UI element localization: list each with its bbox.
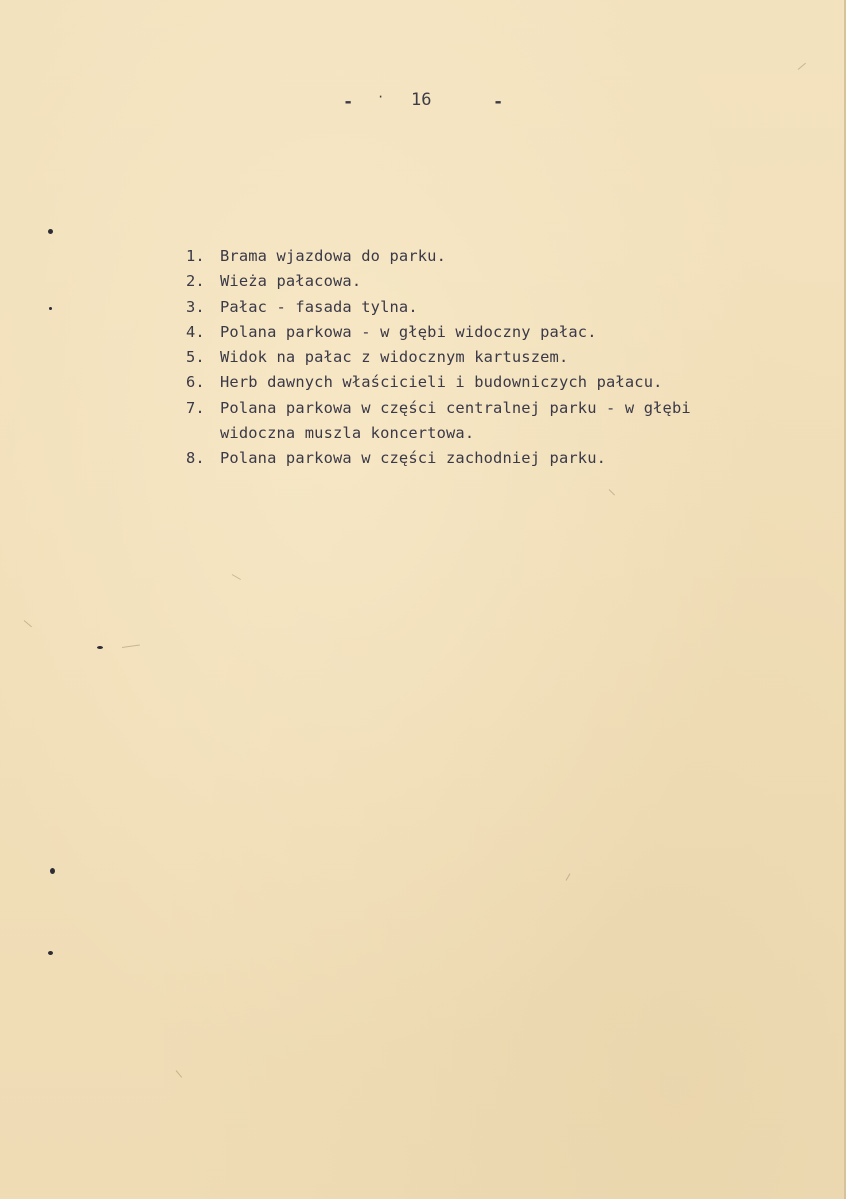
page-number: 16 xyxy=(411,90,432,110)
item-number: 4. xyxy=(186,322,205,341)
list-item xyxy=(186,295,786,320)
header-dash-right: - xyxy=(493,92,504,112)
item-number: 1. xyxy=(186,247,205,265)
paper-speck xyxy=(97,646,103,649)
item-text: Polana parkowa w części zachodniej parku. xyxy=(220,449,607,468)
list-item-continuation xyxy=(186,421,786,446)
list-item xyxy=(186,345,786,370)
item-text: Wieża pałacowa. xyxy=(220,272,362,291)
item-text: Polana parkowa - w głębi widoczny pałac. xyxy=(220,322,597,341)
paper-speck xyxy=(49,307,52,310)
paper-scratch xyxy=(232,574,241,580)
list-item xyxy=(186,396,786,421)
paper-scratch xyxy=(798,63,806,70)
item-text: Widok na pałac z widocznym kartuszem. xyxy=(220,348,569,367)
item-number: 2. xyxy=(186,272,205,291)
item-text: Pałac - fasada tylna. xyxy=(220,297,418,316)
header-dash-left: - xyxy=(343,92,354,112)
paper-speck xyxy=(48,229,53,234)
paper-speck xyxy=(50,868,55,874)
item-number: 3. xyxy=(186,297,205,316)
item-number: 6. xyxy=(186,373,205,392)
paper-scratch xyxy=(609,489,615,495)
item-text-continuation: widoczna muszla koncertowa. xyxy=(220,424,475,443)
item-text: Brama wjazdowa do parku. xyxy=(220,247,446,265)
page-header xyxy=(0,90,846,116)
header-dot: · xyxy=(377,90,385,104)
list-item xyxy=(186,446,786,471)
item-text: Polana parkowa w części centralnej parku - w głębi xyxy=(220,398,691,417)
list-item xyxy=(186,269,786,294)
caption-list xyxy=(186,244,786,472)
paper-speck xyxy=(48,951,53,955)
paper-scratch xyxy=(24,620,32,627)
paper-scratch xyxy=(122,644,140,647)
paper-scratch xyxy=(176,1070,183,1078)
item-text: Herb dawnych właścicieli i budowniczych pałacu. xyxy=(220,373,663,392)
paper-scratch xyxy=(566,873,571,880)
item-number: 7. xyxy=(186,398,205,417)
item-number: 8. xyxy=(186,449,205,468)
list-item xyxy=(186,320,786,345)
item-number: 5. xyxy=(186,348,205,367)
list-item xyxy=(186,370,786,395)
list-item xyxy=(186,244,786,269)
